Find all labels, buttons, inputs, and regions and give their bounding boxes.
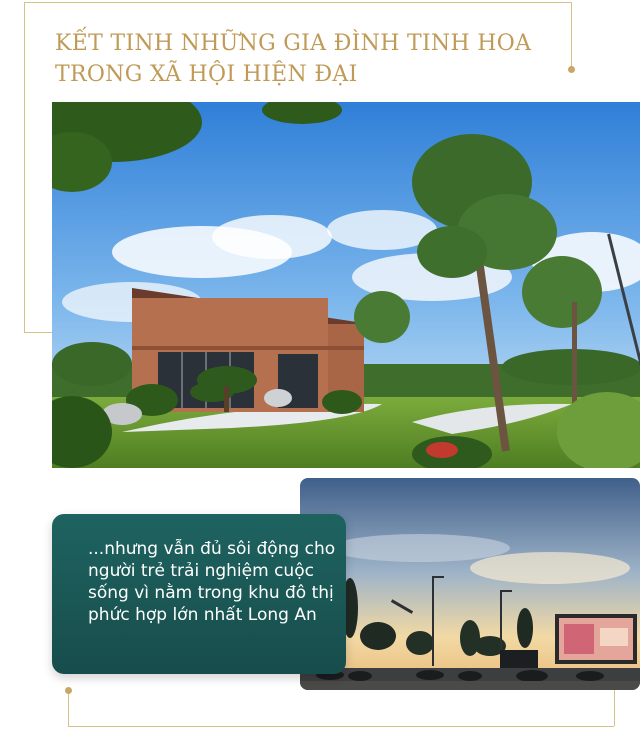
title-line-2: TRONG XÃ HỘI HIỆN ĐẠI: [55, 62, 358, 87]
title-line-1: KẾT TINH NHỮNG GIA ĐÌNH TINH HOA: [55, 31, 532, 56]
caption-card: [52, 514, 346, 674]
caption-text: ...nhưng vẫn đủ sôi động cho người trẻ trải nghiệm cuộc sống vì nằm trong khu đô thị phức hợp lớn nhất Long An: [88, 539, 336, 625]
villa-garden-illustration: [52, 102, 640, 468]
frame-top-line: [24, 2, 572, 3]
frame-dot-top-right: [568, 66, 575, 73]
frame-right-line: [571, 2, 572, 68]
urban-park-illustration: [300, 478, 640, 690]
frame-left-foot-line: [24, 332, 52, 333]
frame-bottom-left-riser: [68, 692, 69, 726]
page-title: [55, 28, 531, 90]
frame-bottom-line: [68, 726, 614, 727]
urban-park-dusk-photo: [300, 478, 640, 690]
frame-left-line: [24, 2, 25, 332]
frame-dot-bottom-left: [65, 687, 72, 694]
villa-garden-photo: [52, 102, 640, 468]
frame-bottom-right-riser: [614, 690, 615, 726]
